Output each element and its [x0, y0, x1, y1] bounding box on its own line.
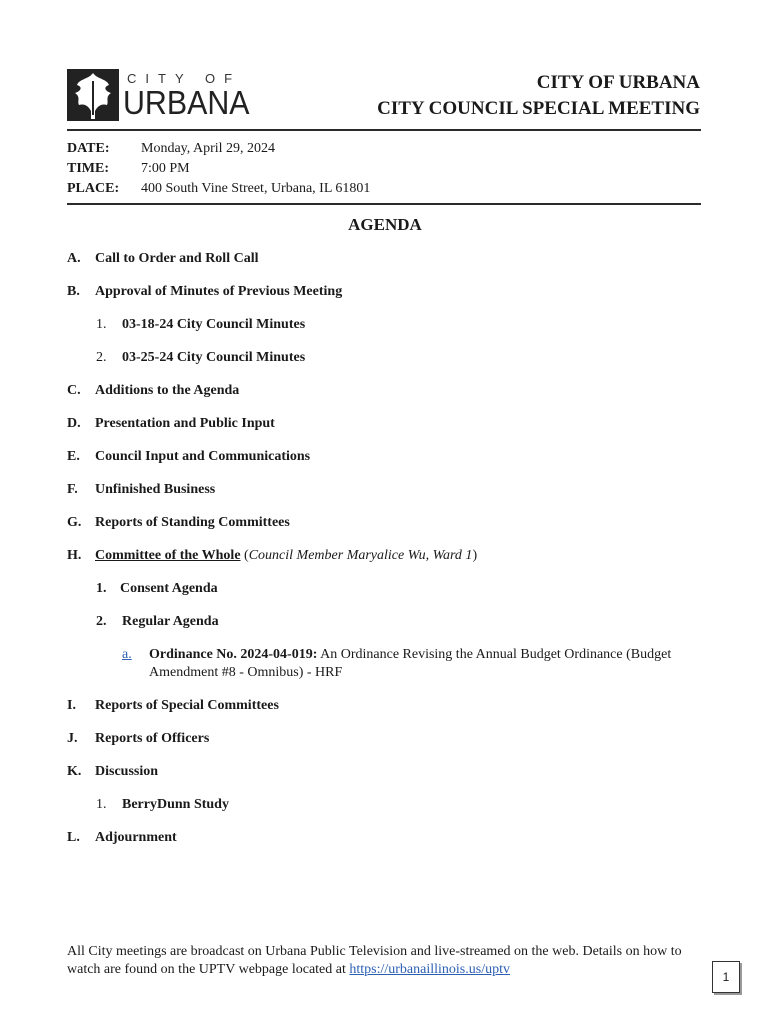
- item-letter: J.: [67, 731, 78, 746]
- meeting-title-city: CITY OF URBANA: [536, 72, 700, 93]
- item-text: Approval of Minutes of Previous Meeting: [95, 284, 343, 299]
- place-value: 400 South Vine Street, Urbana, IL 61801: [141, 181, 371, 196]
- item-text: Additions to the Agenda: [95, 383, 240, 398]
- item-letter: L.: [67, 830, 80, 845]
- item-letter: K.: [67, 764, 82, 779]
- item-letter: D.: [67, 416, 81, 431]
- item-text: Call to Order and Roll Call: [95, 251, 259, 266]
- uptv-link[interactable]: https://urbanaillinois.us/uptv: [349, 962, 510, 977]
- city-logo: [67, 69, 257, 121]
- committee-name: Committee of the Whole: [95, 548, 241, 563]
- item-letter: H.: [67, 548, 82, 563]
- paren-open: (: [240, 548, 249, 563]
- subitem-number: 1.: [96, 317, 107, 332]
- item-text: Reports of Officers: [95, 731, 210, 746]
- ordinance-text: An Ordinance Revising the Annual Budget Ordinance (Budget Amendment #8 - Omnibus) - HRF: [149, 647, 672, 680]
- meeting-details: [67, 139, 370, 199]
- logo-urbana-text: URBANA: [123, 84, 250, 121]
- paren-close: ): [472, 548, 478, 563]
- item-letter: E.: [67, 449, 80, 464]
- item-letter: I.: [67, 698, 76, 713]
- subitem-text: BerryDunn Study: [122, 797, 229, 812]
- subitem-number: 2.: [96, 350, 107, 365]
- place-label: PLACE:: [67, 181, 120, 196]
- ordinance-number: Ordinance No. 2024-04-019:: [149, 647, 318, 662]
- item-text: Discussion: [95, 764, 159, 779]
- subitem-number: 1.: [96, 581, 107, 596]
- ordinance-description: [149, 646, 704, 682]
- time-value: 7:00 PM: [141, 161, 190, 176]
- place-row: [67, 179, 370, 199]
- item-text: Reports of Standing Committees: [95, 515, 290, 530]
- meeting-title-block: [377, 70, 700, 122]
- agenda-heading: AGENDA: [348, 215, 422, 234]
- item-letter: C.: [67, 383, 81, 398]
- broadcast-note-text: All City meetings are broadcast on Urbana Public Television and live-streamed on the web. Details on how to watch are found on the UPTV webpage located at: [67, 944, 682, 977]
- item-letter: G.: [67, 515, 82, 530]
- subitem-text: Regular Agenda: [122, 614, 219, 629]
- item-letter: A.: [67, 251, 81, 266]
- item-text: [95, 547, 477, 565]
- header-divider: [67, 129, 701, 131]
- page-number-box: 1: [712, 961, 740, 993]
- item-letter: B.: [67, 284, 80, 299]
- subitem-text: 03-25-24 City Council Minutes: [122, 350, 306, 365]
- date-value: Monday, April 29, 2024: [141, 141, 276, 156]
- time-row: [67, 159, 370, 179]
- meeting-title-type: CITY COUNCIL SPECIAL MEETING: [377, 98, 700, 119]
- council-member: Council Member Maryalice Wu, Ward 1: [248, 548, 473, 563]
- subitem-number: 2.: [96, 614, 107, 629]
- date-row: [67, 139, 370, 159]
- logo-city-of-text: CITY OF: [127, 71, 242, 86]
- details-divider: [67, 203, 701, 205]
- subitem-text: 03-18-24 City Council Minutes: [122, 317, 306, 332]
- urbana-leaf-icon: [67, 69, 119, 121]
- ordinance-link[interactable]: a.: [122, 647, 132, 662]
- item-letter: F.: [67, 482, 78, 497]
- item-text: Adjournment: [95, 830, 177, 845]
- subitem-text: Consent Agenda: [120, 581, 218, 596]
- time-label: TIME:: [67, 161, 109, 176]
- item-text: Council Input and Communications: [95, 449, 311, 464]
- item-text: Reports of Special Committees: [95, 698, 279, 713]
- date-label: DATE:: [67, 141, 110, 156]
- item-text: Unfinished Business: [95, 482, 216, 497]
- subitem-number: 1.: [96, 797, 107, 812]
- item-text: Presentation and Public Input: [95, 416, 275, 431]
- broadcast-note: [67, 943, 707, 979]
